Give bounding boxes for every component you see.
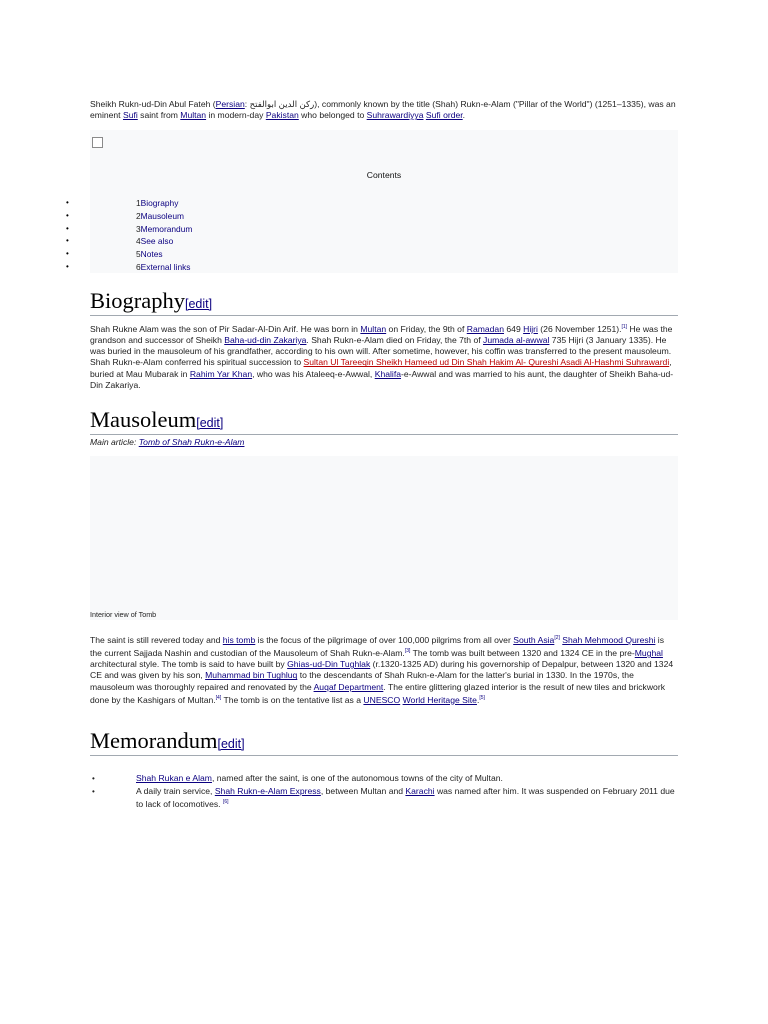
baha-ud-din-link[interactable]: Baha-ud-din Zakariya (224, 335, 307, 346)
toc-number: 5 (136, 249, 141, 260)
hijri-link[interactable]: Hijri (523, 323, 538, 334)
toc-number: 1 (136, 198, 141, 208)
intro-text: ), commonly known by the title (Shah) Rukn-e-Alam ("Pillar of the World") (1251–1335), was an eminent (90, 99, 676, 121)
sufi-link[interactable]: Sufi (122, 110, 138, 121)
pakistan-link[interactable]: Pakistan (265, 110, 299, 121)
rahim-yar-khan-link[interactable]: Rahim Yar Khan (189, 368, 253, 379)
ramadan-link[interactable]: Ramadan (466, 323, 504, 334)
intro-text: saint from (137, 110, 181, 121)
reference-link[interactable]: [1] (621, 324, 628, 330)
body-text: A daily train service, (136, 785, 215, 796)
body-text: The tomb was built between 1320 and 1324 CE in the pre- (410, 647, 635, 658)
memorandum-list (90, 773, 678, 812)
heading-text: Mausoleum (90, 407, 197, 432)
multan-link[interactable]: Multan (180, 110, 207, 121)
multan-link[interactable]: Multan (360, 323, 387, 334)
body-text: (26 November 1251). (537, 323, 622, 334)
body-text: . (476, 694, 480, 705)
intro-paragraph (90, 99, 678, 121)
body-text: . Shah Rukn-e-Alam died on Friday, the 7th of (306, 335, 484, 346)
toc-number: 2 (136, 210, 141, 221)
bullet-icon: • (66, 249, 69, 259)
edit-link[interactable]: [edit] (196, 416, 224, 430)
toc-number: 4 (136, 236, 141, 247)
main-article-note (90, 437, 244, 447)
jumada-link[interactable]: Jumada al-awwal (483, 335, 550, 346)
tomb-article-link[interactable]: Tomb of Shah Rukn-e-Alam (138, 437, 245, 447)
body-text: . The entire glittering glazed interior is the result of new tiles and brickwork done by the Kashigars of Multan. (90, 681, 665, 705)
toc-number: 6 (136, 261, 141, 272)
heading-text: Memorandum (90, 728, 218, 753)
list-item (90, 786, 678, 810)
persian-name: رکن الدین ابوالفتح (249, 99, 315, 109)
bullet-icon: • (92, 786, 95, 796)
toc-link[interactable]: Biography (140, 198, 179, 208)
body-text: , buried at Mau Mubarak in (90, 357, 672, 379)
sufi-order-link[interactable]: Sufi order (425, 110, 463, 121)
body-text: -e-Awwal and was married to his aunt, the daughter of Sheikh Baha-ud-Din Zakariya. (90, 368, 674, 390)
body-text: 735 Hijri (3 January 1335). He was buried in the mausoleum of his grandfather, according to his own will. After sometime, however, his coffin was transferred to the present mausoleum. Shah Rukn-e-Alam conferred his spiritual succession to (90, 335, 672, 368)
intro-text: . (462, 110, 466, 121)
bullet-icon: • (66, 236, 69, 246)
memorandum-heading (90, 727, 678, 756)
khalifa-link[interactable]: Khalifa (374, 368, 401, 379)
body-text: is the current Sajjada Nashin and custodian of the Mausoleum of Shah Rukn-e-Alam. (90, 634, 665, 658)
mausoleum-paragraph (90, 633, 678, 706)
body-text: (r.1320-1325 AD) during his governorship of Depalpur, between 1320 and 1324 CE and was given by his son, (90, 659, 674, 681)
list-item (90, 773, 678, 784)
image-caption: Interior view of Tomb (90, 610, 157, 619)
body-text: is the focus of the pilgrimage of over 100,000 pilgrims from all over (255, 634, 514, 645)
bullet-icon: • (92, 774, 95, 783)
bullet-icon: • (66, 223, 69, 233)
reference-link[interactable]: [2] (554, 635, 560, 641)
body-text: 649 (504, 323, 524, 334)
body-text: to the descendants of Shah Rukn-e-Alam for the latter's burial in 1330. In the 1970s, the mausoleum was thoroughly repaired and renovated by the (90, 670, 634, 692)
unesco-link[interactable]: UNESCO (363, 694, 401, 705)
toc-toggle-checkbox[interactable] (92, 137, 103, 148)
body-text: on Friday, the 9th of (386, 323, 467, 334)
mughal-link[interactable]: Mughal (634, 647, 663, 658)
heading-text: Biography (90, 288, 185, 313)
body-text: He was the grandson and successor of Sheikh (90, 323, 673, 346)
body-text: , named after the saint, is one of the autonomous towns of the city of Multan. (211, 773, 503, 783)
muhammad-bin-tughluq-link[interactable]: Muhammad bin Tughluq (205, 670, 298, 681)
toc-link[interactable]: External links (140, 261, 191, 272)
toc-number: 3 (136, 223, 141, 234)
body-text: The tomb is on the tentative list as a (221, 694, 364, 705)
intro-text: : (244, 99, 250, 109)
toc-link[interactable]: Mausoleum (140, 210, 184, 221)
main-article-prefix: Main article: (90, 437, 139, 447)
karachi-link[interactable]: Karachi (405, 785, 435, 796)
intro-text: Sheikh Rukn-ud-Din Abul Fateh ( (90, 99, 216, 109)
biography-paragraph (90, 322, 678, 391)
shah-rukan-e-alam-link[interactable]: Shah Rukan e Alam (136, 773, 212, 783)
bullet-icon: • (66, 210, 69, 220)
sultan-link[interactable]: Sultan Ul Tareeqin Sheikh Hameed ud Din Shah Hakim Al- Qureshi Asadi Al-Hashmi Suhrawardi (303, 357, 670, 368)
body-text: Shah Rukne Alam was the son of Pir Sadar-Al-Din Arif. He was born in (90, 323, 361, 334)
suhrawardiyya-link[interactable]: Suhrawardiyya (366, 110, 424, 121)
express-link[interactable]: Shah Rukn-e-Alam Express (214, 785, 321, 796)
his-tomb-link[interactable]: his tomb (222, 634, 256, 645)
ghias-ud-din-link[interactable]: Ghias-ud-Din Tughlak (287, 659, 371, 670)
biography-heading (90, 287, 678, 316)
intro-text: in modern-day (206, 110, 266, 121)
toc-link[interactable]: Memorandum (140, 223, 193, 234)
bullet-icon: • (66, 261, 69, 271)
south-asia-link[interactable]: South Asia (513, 634, 555, 645)
reference-link[interactable]: [6] (222, 799, 229, 805)
intro-text: who belonged to (298, 110, 367, 121)
body-text: , between Multan and (320, 785, 406, 796)
persian-link[interactable]: Persian (215, 99, 245, 109)
reference-link[interactable]: [3] (404, 648, 411, 655)
tomb-image-placeholder (90, 456, 678, 620)
body-text: was named after him. It was suspended on February 2011 due to lack of locomotives. (136, 785, 675, 809)
auqaf-link[interactable]: Auqaf Department (313, 681, 384, 692)
body-text: , who was his Ataleeq-e-Awwal, (252, 368, 375, 379)
shah-mehmood-link[interactable]: Shah Mehmood Qureshi (562, 634, 656, 645)
edit-link[interactable]: [edit] (217, 737, 245, 751)
toc-title: Contents (366, 170, 402, 180)
reference-link[interactable]: [5] (479, 694, 485, 701)
bullet-icon: • (66, 198, 69, 207)
body-text: The saint is still revered today and (90, 634, 223, 645)
body-text: architectural style. The tomb is said to have built by (90, 659, 288, 670)
edit-link[interactable]: [edit] (185, 297, 213, 311)
mausoleum-heading (90, 406, 678, 435)
toc-link[interactable]: See also (140, 236, 174, 247)
reference-link[interactable]: [4] (215, 694, 222, 701)
toc-link[interactable]: Notes (140, 249, 163, 260)
world-heritage-link[interactable]: World Heritage Site (402, 694, 477, 705)
